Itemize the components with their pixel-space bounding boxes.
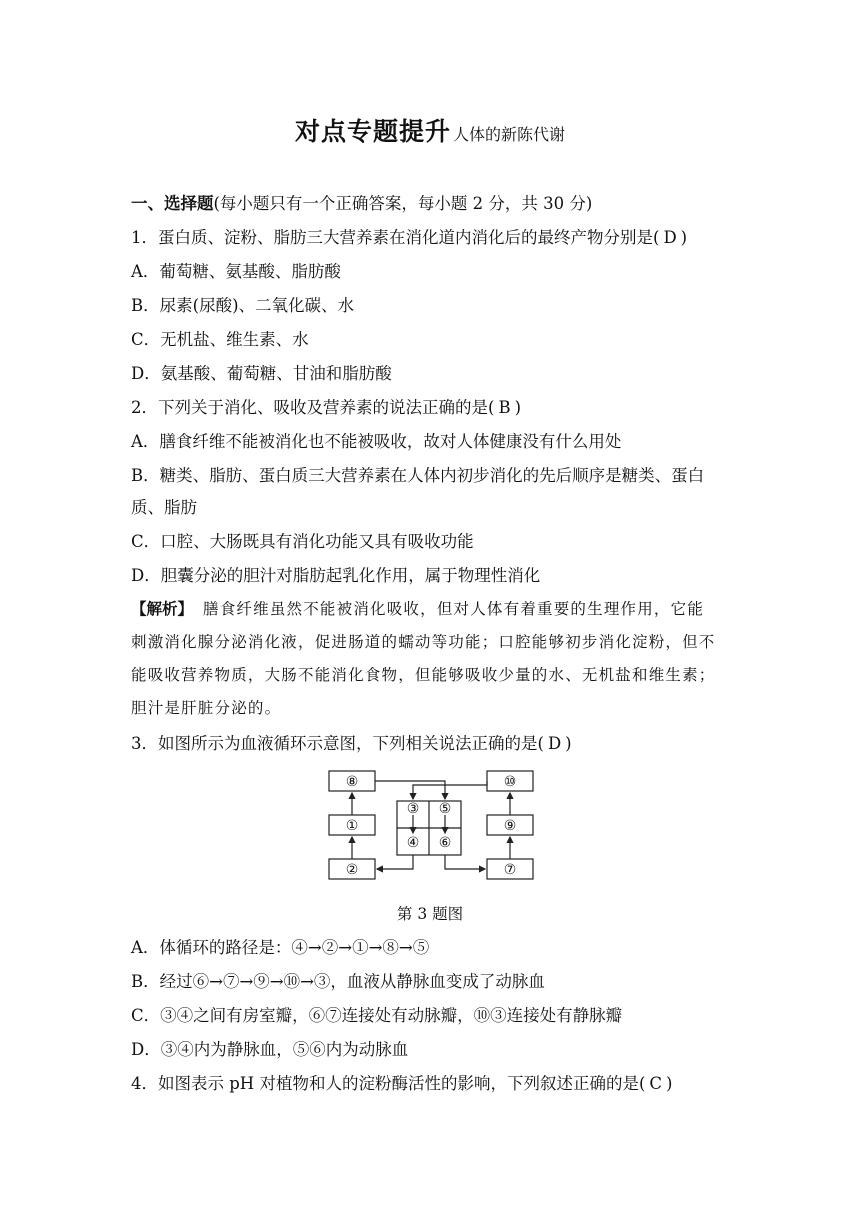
- section-heading: [131, 190, 592, 214]
- analysis-line-1: 【解析】 膳食纤维虽然不能被消化吸收，但对人体有着重要的生理作用，它能: [131, 599, 705, 618]
- blood-circulation-diagram: [325, 767, 537, 885]
- label-5: ⑤: [438, 801, 452, 817]
- question-3-stem: 3．如图所示为血液循环示意图，下列相关说法正确的是( D ): [131, 734, 572, 753]
- page-title: [0, 112, 860, 148]
- label-3: ③: [406, 801, 420, 817]
- question-2-stem: 2．下列关于消化、吸收及营养素的说法正确的是( B ): [131, 398, 522, 417]
- section-label: 一、选择题: [131, 194, 214, 213]
- question-3-option-c: C．③④之间有房室瓣，⑥⑦连接处有动脉瓣，⑩③连接处有静脉瓣: [131, 1006, 623, 1025]
- analysis-tag: 【解析】: [131, 599, 194, 618]
- question-2-option-a: A．膳食纤维不能被消化也不能被吸收，故对人体健康没有什么用处: [131, 432, 622, 451]
- title-main: 对点专题提升: [294, 117, 451, 146]
- question-3-option-a: A．体循环的路径是：④→②→①→⑧→⑤: [131, 938, 430, 957]
- question-1-option-b: B．尿素(尿酸)、二氧化碳、水: [131, 296, 354, 315]
- analysis-line-2: 刺激消化腺分泌消化液，促进肠道的蠕动等功能；口腔能够初步消化淀粉，但不: [131, 633, 716, 651]
- label-8: ⑧: [345, 774, 359, 790]
- label-4: ④: [406, 835, 420, 851]
- question-1-option-c: C．无机盐、维生素、水: [131, 330, 309, 349]
- question-3-option-d: D．③④内为静脉血，⑤⑥内为动脉血: [131, 1040, 409, 1059]
- question-2-option-c: C．口腔、大肠既具有消化功能又具有吸收功能: [131, 532, 474, 551]
- question-4-stem: 4．如图表示 pH 对植物和人的淀粉酶活性的影响，下列叙述正确的是( C ): [131, 1074, 673, 1093]
- label-2: ②: [345, 862, 359, 878]
- label-10: ⑩: [503, 774, 517, 790]
- label-7: ⑦: [503, 862, 517, 878]
- question-4-answer: C: [649, 1074, 663, 1093]
- question-2-option-b: B．糖类、脂肪、蛋白质三大营养素在人体内初步消化的先后顺序是糖类、蛋白: [131, 466, 705, 485]
- question-3-answer: D: [547, 734, 562, 753]
- analysis-line-3: 能吸收营养物质，大肠不能消化食物，但能够吸收少量的水、无机盐和维生素；: [131, 666, 716, 684]
- label-6: ⑥: [438, 835, 452, 851]
- figure-caption: 第 3 题图: [396, 905, 464, 923]
- question-2-option-b-cont: 质、脂肪: [131, 498, 197, 517]
- question-2-option-d: D．胆囊分泌的胆汁对脂肪起乳化作用，属于物理性消化: [131, 566, 541, 585]
- title-sub: 人体的新陈代谢: [453, 125, 566, 144]
- question-1-answer: D: [663, 228, 677, 247]
- analysis-line-4: 胆汁是肝脏分泌的。: [131, 699, 282, 717]
- section-note: (每小题只有一个正确答案，每小题 2 分，共 30 分): [213, 194, 593, 213]
- question-1-option-a: A．葡萄糖、氨基酸、脂肪酸: [131, 262, 341, 281]
- question-2-answer: B: [498, 398, 511, 417]
- question-1-option-d: D．氨基酸、葡萄糖、甘油和脂肪酸: [131, 364, 392, 383]
- label-1: ①: [345, 818, 359, 834]
- question-1-stem: 1．蛋白质、淀粉、脂肪三大营养素在消化道内消化后的最终产物分别是( D ): [131, 228, 688, 247]
- question-3-option-b: B．经过⑥→⑦→⑨→⑩→③，血液从静脉血变成了动脉血: [131, 972, 545, 991]
- label-9: ⑨: [503, 818, 517, 834]
